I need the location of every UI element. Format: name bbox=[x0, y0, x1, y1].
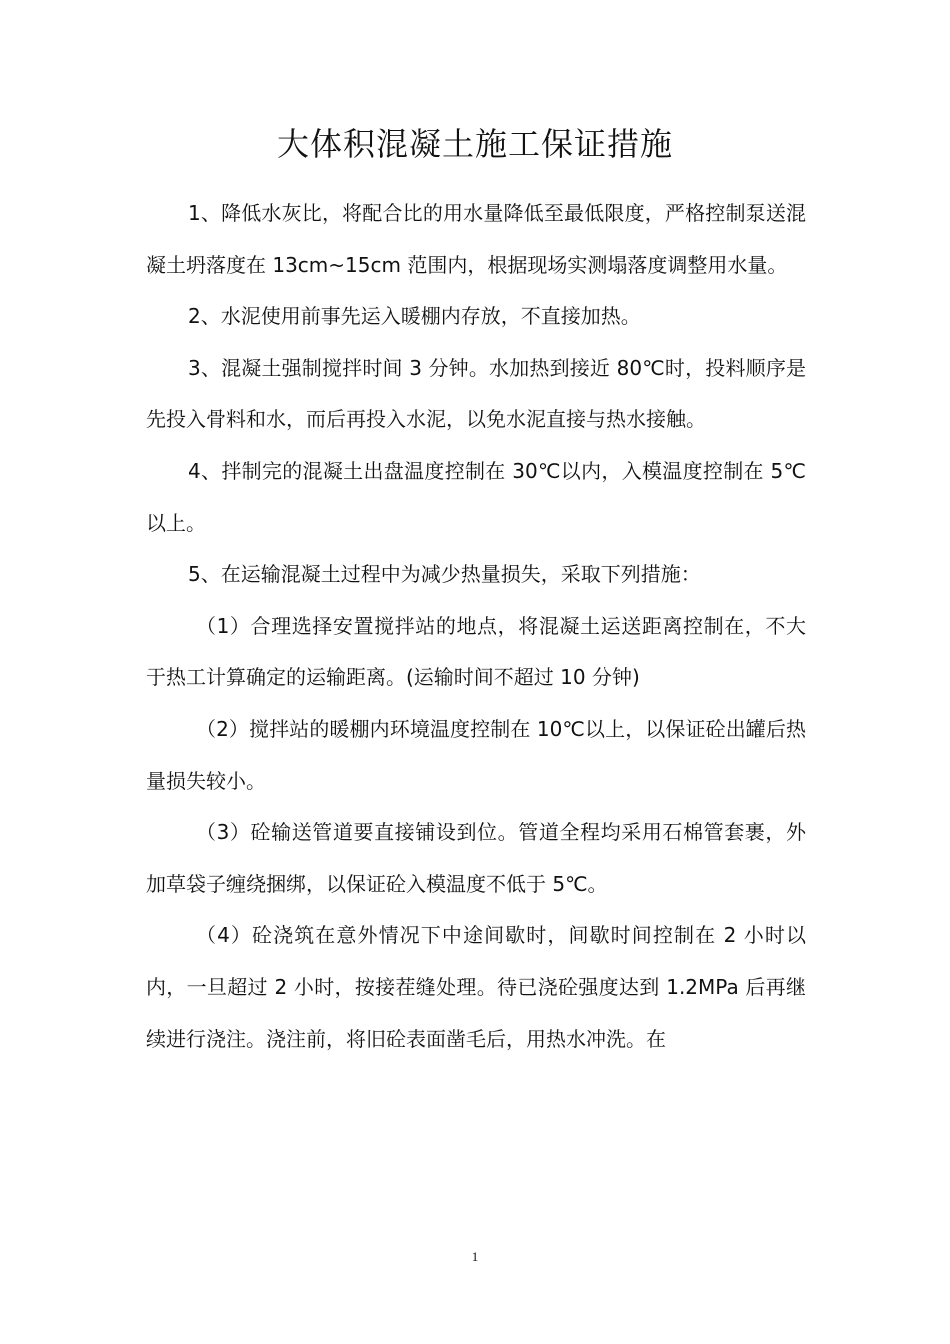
paragraph-5-2: （2）搅拌站的暖棚内环境温度控制在 10℃以上，以保证砼出罐后热量损失较小。 bbox=[146, 716, 806, 793]
paragraph-3: 3、混凝土强制搅拌时间 3 分钟。水加热到接近 80℃时，投料顺序是先投入骨料和水，而后再投入水泥，以免水泥直接与热水接触。 bbox=[146, 355, 806, 432]
document-title: 大体积混凝土施工保证措施 bbox=[276, 125, 673, 163]
paragraph-2: 2、水泥使用前事先运入暖棚内存放，不直接加热。 bbox=[188, 304, 641, 329]
page-number: 1 bbox=[471, 1249, 479, 1264]
paragraph-5-1: （1）合理选择安置搅拌站的地点，将混凝土运送距离控制在，不大于热工计算确定的运输距离。(运输时间不超过 10 分钟) bbox=[146, 613, 806, 690]
paragraph-5-4: （4）砼浇筑在意外情况下中途间歇时，间歇时间控制在 2 小时以内，一旦超过 2 小时，按接茬缝处理。待已浇砼强度达到 1.2MPa 后再继续进行浇注。浇注前，将旧砼表面凿毛后，用热水冲洗。在 bbox=[146, 923, 806, 1051]
paragraph-5: 5、在运输混凝土过程中为减少热量损失，采取下列措施： bbox=[188, 562, 701, 587]
paragraph-4: 4、拌制完的混凝土出盘温度控制在 30℃以内，入模温度控制在 5℃以上。 bbox=[146, 458, 806, 535]
document-body bbox=[146, 188, 806, 1065]
paragraph-5-3: （3）砼输送管道要直接铺设到位。管道全程均采用石棉管套裹，外加草袋子缠绕捆绑，以保证砼入模温度不低于 5℃。 bbox=[146, 820, 806, 896]
paragraph-1: 1、降低水灰比，将配合比的用水量降低至最低限度，严格控制泵送混凝土坍落度在 13cm~15cm 范围内，根据现场实测塌落度调整用水量。 bbox=[146, 201, 806, 277]
